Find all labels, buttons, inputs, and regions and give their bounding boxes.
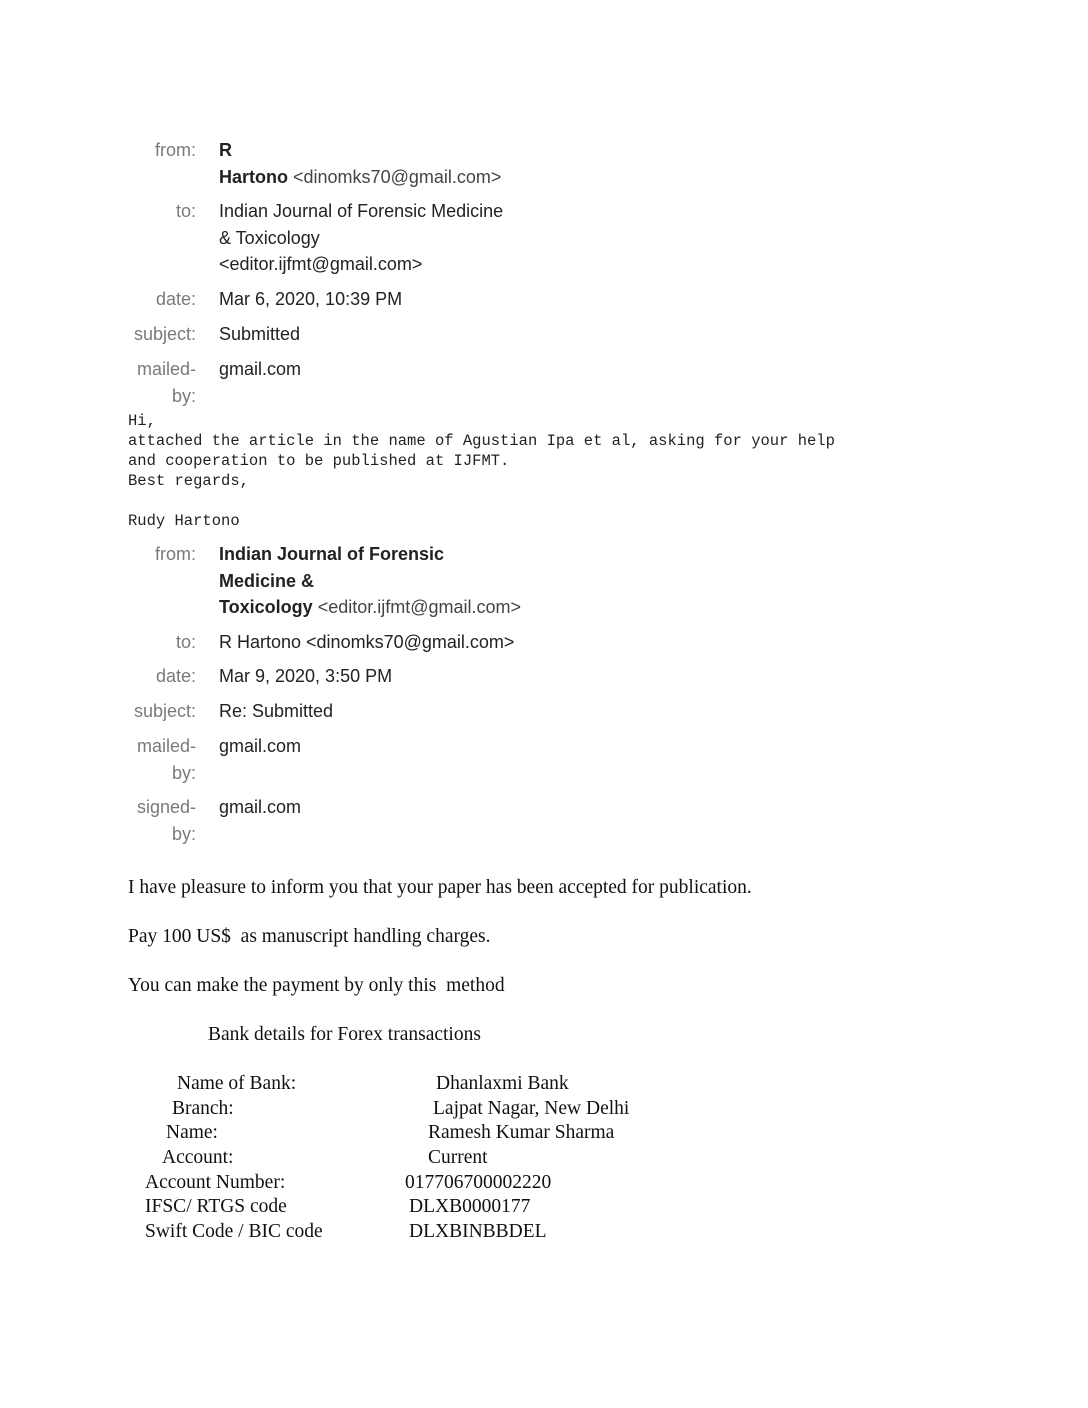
email1-body-line: Best regards, (128, 472, 249, 490)
email1-mailed-by: gmail.com (219, 359, 302, 379)
email1-from-value (219, 137, 501, 190)
email1-to-value (219, 198, 503, 278)
email1-from-name-line2: Hartono (219, 166, 288, 187)
email1-subject-label: subject: (133, 324, 196, 344)
email2-from-address: <editor.ijfmt@gmail.com> (317, 597, 522, 617)
bank-row-label: Branch: (172, 1098, 234, 1119)
email2-subject: Re: Submitted (219, 701, 334, 721)
bank-row-value: Current (428, 1147, 488, 1168)
email1-body-line: attached the article in the name of Agustian Ipa et al, asking for your help (128, 432, 835, 450)
email2-from-value (219, 541, 521, 621)
email1-body (128, 411, 835, 491)
email1-to-line3: <editor.ijfmt@gmail.com> (219, 254, 423, 274)
email1-body-line: and cooperation to be published at IJFMT. (128, 452, 510, 470)
email2-mailed-label-2: by: (171, 762, 196, 783)
email2-to-label: to: (175, 632, 196, 652)
email1-date: Mar 6, 2020, 10:39 PM (219, 289, 403, 309)
email1-from-label: from: (154, 140, 196, 160)
bank-row-value: 017706700002220 (405, 1172, 552, 1193)
email1-mailed-by-label (0, 356, 196, 409)
email2-subject-label: subject: (133, 701, 196, 721)
email2-signed-by: gmail.com (219, 797, 302, 817)
bank-row-value: DLXBINBBDEL (409, 1221, 547, 1242)
bank-row-label: Name of Bank: (177, 1073, 297, 1094)
email2-to: R Hartono <dinomks70@gmail.com> (219, 632, 515, 652)
bank-row-label: Account: (162, 1147, 234, 1168)
email2-signed-by-label (0, 794, 196, 847)
email2-from-name-line1: Indian Journal of Forensic (219, 544, 445, 564)
email1-to-line2: & Toxicology (219, 227, 320, 248)
email2-from-name-line3: Toxicology (219, 597, 313, 617)
bank-row-label: Swift Code / BIC code (145, 1221, 323, 1242)
bank-row-label: Account Number: (145, 1172, 286, 1193)
email1-mailed-label-2: by: (171, 385, 196, 406)
email2-mailed-by-label (0, 733, 196, 786)
email1-mailed-label-1: mailed- (136, 359, 196, 379)
email1-to-label: to: (175, 201, 196, 221)
email1-from-name-line1: R (219, 140, 232, 160)
email1-subject: Submitted (219, 324, 301, 344)
email2-para-accepted: I have pleasure to inform you that your paper has been accepted for publication. (128, 877, 752, 898)
email1-body-line: Hi, (128, 412, 156, 430)
bank-row-label: IFSC/ RTGS code (145, 1196, 287, 1217)
email1-to-line1: Indian Journal of Forensic Medicine (219, 201, 504, 221)
email2-date-label: date: (155, 666, 196, 686)
email1-date-label: date: (155, 289, 196, 309)
email2-signed-label-1: signed- (136, 797, 196, 817)
bank-row-value: Dhanlaxmi Bank (436, 1073, 569, 1094)
email2-mailed-by: gmail.com (219, 736, 302, 756)
bank-row-label: Name: (166, 1122, 218, 1143)
email2-from-name-line2: Medicine & (219, 570, 315, 591)
email2-date: Mar 9, 2020, 3:50 PM (219, 666, 393, 686)
bank-row-value: DLXB0000177 (409, 1196, 531, 1217)
email1-from-address: <dinomks70@gmail.com> (293, 166, 502, 187)
email2-from-label: from: (154, 544, 196, 564)
email2-mailed-label-1: mailed- (136, 736, 196, 756)
email2-signed-label-2: by: (171, 823, 196, 844)
email2-para-method: You can make the payment by only this method (128, 975, 505, 996)
email2-para-charges: Pay 100 US$ as manuscript handling charges. (128, 926, 491, 947)
email1-signature: Rudy Hartono (128, 512, 240, 530)
bank-row-value: Ramesh Kumar Sharma (428, 1122, 615, 1143)
bank-row-value: Lajpat Nagar, New Delhi (433, 1098, 630, 1119)
bank-details-heading: Bank details for Forex transactions (208, 1024, 481, 1045)
